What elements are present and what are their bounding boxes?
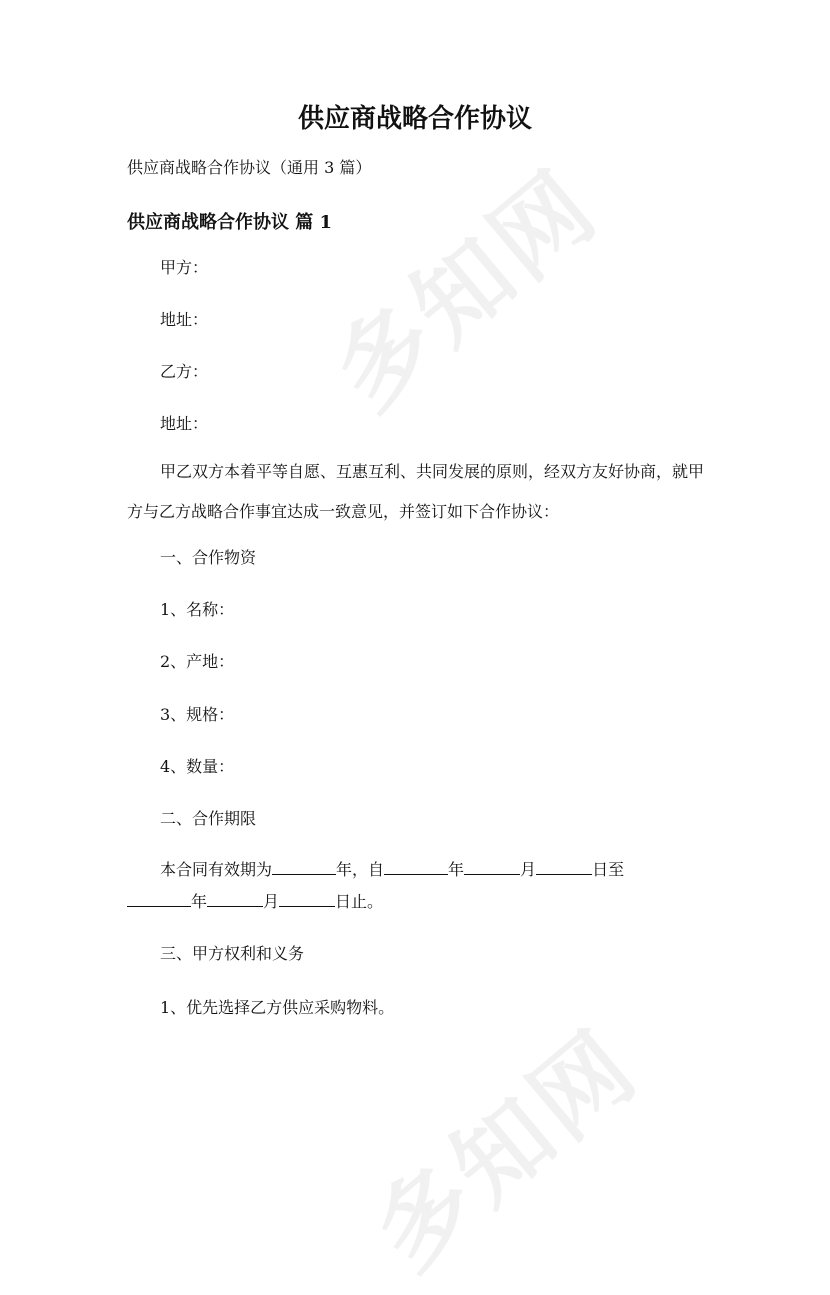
address-a-label: 地址：	[160, 310, 209, 329]
section-heading: 供应商战略合作协议 篇 1	[127, 212, 333, 233]
clause-1-heading: 一、合作物资	[160, 548, 257, 567]
end-month-label: 月	[263, 892, 280, 911]
watermark-text: 多知网	[312, 148, 620, 432]
end-day-blank	[279, 890, 335, 907]
end-year-blank	[127, 890, 191, 907]
page-title: 供应商战略合作协议	[297, 104, 532, 134]
end-year-label: 年	[191, 892, 208, 911]
item-spec: 3、规格：	[160, 705, 235, 724]
item-name: 1、名称：	[160, 600, 235, 619]
address-b-label: 地址：	[160, 414, 209, 433]
term-line-1	[160, 858, 624, 882]
start-day-blank	[536, 858, 592, 875]
term-prefix: 本合同有效期为	[160, 860, 273, 879]
intro-paragraph: 甲乙双方本着平等自愿、互惠互利、共同发展的原则，经双方友好协商，就甲方与乙方战略合作事宜达成一致意见，并签订如下合作协议：	[127, 462, 705, 521]
end-month-blank	[207, 890, 263, 907]
item-origin: 2、产地：	[160, 652, 235, 671]
clause-2-heading: 二、合作期限	[160, 809, 257, 828]
clause-3-heading: 三、甲方权利和义务	[160, 944, 305, 963]
party-a-label: 甲方：	[160, 258, 209, 277]
watermark-text-bottom: 多知网	[352, 1008, 660, 1292]
term-years-suffix: 年，自	[336, 860, 385, 879]
clause-3-item-1: 1、优先选择乙方供应采购物料。	[160, 998, 395, 1017]
start-year-blank	[384, 858, 448, 875]
start-month-label: 月	[520, 860, 537, 879]
item-quantity: 4、数量：	[160, 757, 235, 776]
start-day-label: 日至	[592, 860, 625, 879]
term-line-2	[127, 890, 383, 914]
end-day-label: 日止。	[335, 892, 384, 911]
party-b-label: 乙方：	[160, 362, 209, 381]
term-years-blank	[272, 858, 336, 875]
document-subtitle: 供应商战略合作协议（通用 3 篇）	[127, 158, 372, 177]
start-month-blank	[464, 858, 520, 875]
start-year-label: 年	[448, 860, 465, 879]
